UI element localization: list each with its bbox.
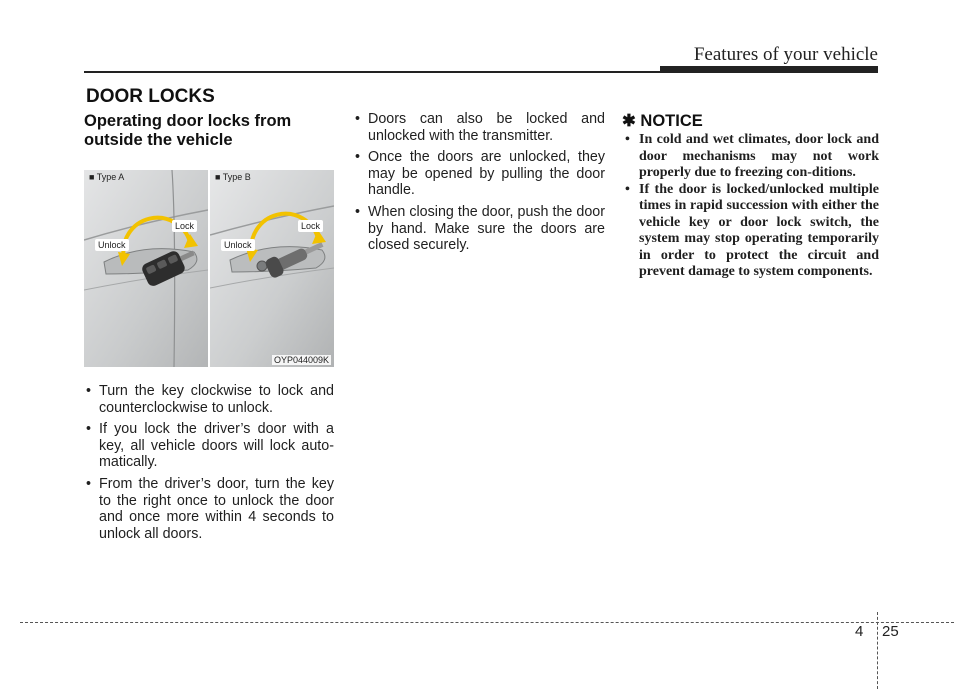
column-2 (353, 111, 605, 259)
type-a-label: ■ Type A (89, 172, 125, 182)
footer-rule (20, 622, 954, 623)
section-title: DOOR LOCKS (86, 86, 215, 107)
notice-item: • If the door is locked/unlocked multiple times in rapid succession with either the vehicle key or door lock switch, the system may stop operating temporarily in order to protect the circuit and prevent damage to system components. (622, 182, 879, 281)
unlock-callout-a: Unlock (95, 239, 129, 251)
column-3 (622, 111, 879, 281)
door-lock-figure (84, 170, 334, 367)
running-header: Features of your vehicle (693, 44, 878, 65)
list-item: • Turn the key clockwise to lock and counterclockwise to unlock. (84, 383, 334, 416)
subsection-heading-line1: Operating door locks from (84, 112, 292, 130)
column-1 (84, 111, 334, 547)
bullet-list-col2 (353, 111, 605, 254)
header-rule-accent (660, 66, 878, 73)
door-key-illustration-a (84, 170, 208, 367)
footer-divider (877, 612, 878, 689)
unlock-callout-b: Unlock (221, 239, 255, 251)
type-b-label: ■ Type B (215, 172, 251, 182)
figure-panel-type-a (84, 170, 208, 367)
list-item: • Once the doors are unlocked, they may be opened by pulling the door handle. (353, 149, 605, 199)
bullet-list-col1 (84, 383, 334, 542)
chapter-number: 4 (855, 623, 864, 640)
notice-list (622, 132, 879, 281)
door-key-illustration-b (210, 170, 334, 367)
subsection-heading-line2: outside the vehicle (84, 131, 233, 149)
lock-callout-b: Lock (298, 220, 323, 232)
lock-callout-a: Lock (172, 220, 197, 232)
list-item: • When closing the door, push the door by hand. Make sure the doors are closed securely. (353, 204, 605, 254)
figure-code: OYP044009K (273, 355, 329, 365)
page-number: 25 (882, 623, 899, 640)
list-item: • From the driver’s door, turn the key to the right once to unlock the door and once more within 4 seconds to unlock all doors. (84, 476, 334, 542)
notice-title: ✱ NOTICE (622, 112, 703, 130)
list-item: • Doors can also be locked and unlocked with the transmitter. (353, 111, 605, 144)
subsection-heading (84, 112, 334, 150)
notice-item: • In cold and wet climates, door lock and door mechanisms may not work properly due to freezing con-ditions. (622, 132, 879, 182)
list-item: • If you lock the driver’s door with a key, all vehicle doors will lock auto-matically. (84, 421, 334, 471)
figure-panel-type-b (210, 170, 334, 367)
